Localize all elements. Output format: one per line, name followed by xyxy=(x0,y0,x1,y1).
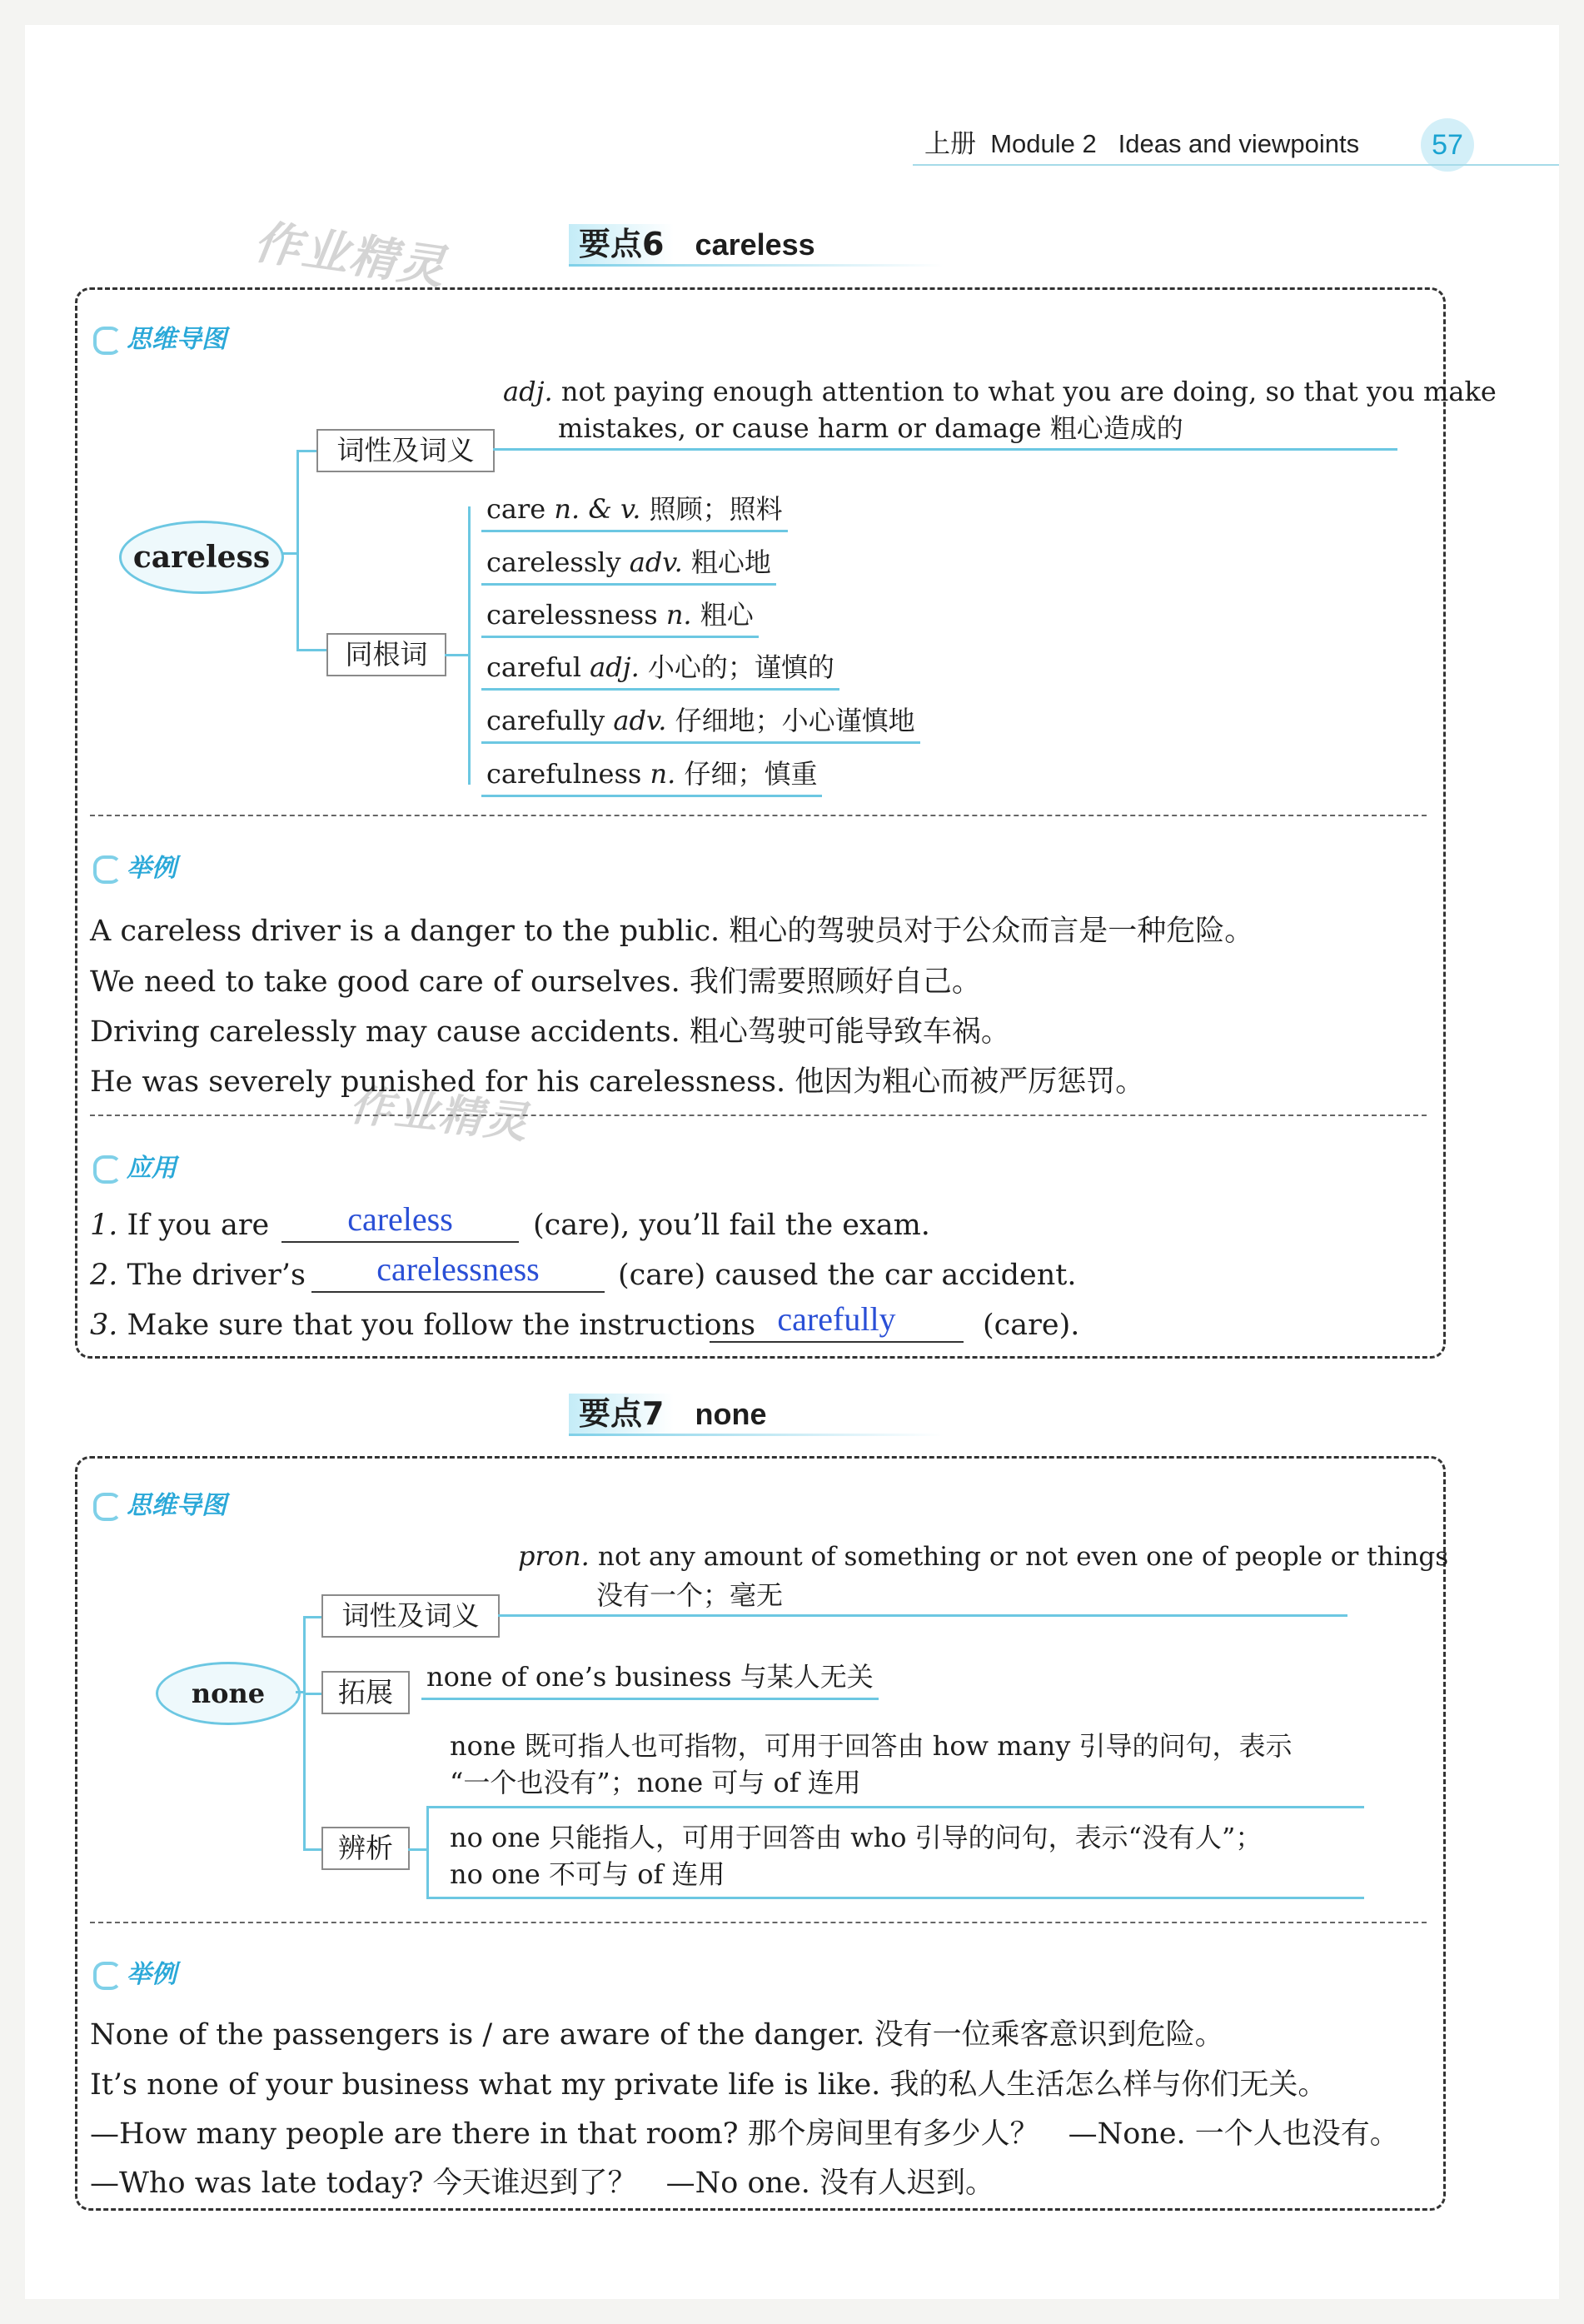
section-word: none xyxy=(695,1397,767,1431)
mindmap-subtitle: 思维导图 xyxy=(93,318,227,355)
connector xyxy=(408,1848,428,1851)
exercise-rest: (care) caused the car accident. xyxy=(618,1259,1077,1292)
page-header xyxy=(924,122,1359,160)
connector xyxy=(303,1616,306,1849)
connector xyxy=(445,654,470,656)
branch-related-words: 同根词 xyxy=(326,633,446,676)
connector xyxy=(468,506,471,785)
definition-line2: 没有一个；毫无 xyxy=(596,1579,784,1611)
connector xyxy=(303,1848,323,1851)
branch-pos-meaning: 词性及词义 xyxy=(321,1594,500,1638)
watermark: 作业精灵 xyxy=(346,1080,531,1150)
moon-icon xyxy=(93,855,122,884)
analysis-none-line2: “一个也没有”；none 可与 of 连用 xyxy=(450,1767,861,1798)
example-sentence: Driving carelessly may cause accidents. 粗心驾驶可能导致车祸。 xyxy=(90,1015,1010,1049)
related-word: carefully adv. 仔细地；小心谨慎地 xyxy=(481,700,920,744)
section-underline xyxy=(569,1434,944,1436)
definition-pos: pron. xyxy=(518,1540,590,1572)
branch-extension: 拓展 xyxy=(321,1671,410,1714)
related-word: carefulness n. 仔细；慎重 xyxy=(481,753,822,797)
examples-subtitle: 举例 xyxy=(93,1953,177,1990)
example-sentence: —Who was late today? 今天谁迟到了？ —No one. 没有人迟到。 xyxy=(90,2167,995,2200)
center-word: none xyxy=(156,1662,301,1725)
example-sentence: A careless driver is a danger to the public. 粗心的驾驶员对于公众而言是一种危险。 xyxy=(90,915,1254,948)
module-title: Ideas and viewpoints xyxy=(1118,129,1360,158)
connector xyxy=(303,1616,323,1618)
connector xyxy=(296,450,299,650)
section-label: 要点6 xyxy=(569,224,674,264)
analysis-noone-line2: no one 不可与 of 连用 xyxy=(450,1858,725,1890)
answer-blank[interactable]: carefully xyxy=(710,1299,964,1343)
moon-icon xyxy=(93,1155,122,1184)
apply-subtitle: 应用 xyxy=(93,1147,177,1184)
exercise: 2. The driver’s xyxy=(90,1259,306,1292)
center-word: careless xyxy=(119,521,284,594)
extension-phrase: none of one’s business 与某人无关 xyxy=(421,1656,879,1700)
related-word: carelessly adv. 粗心地 xyxy=(481,541,776,586)
moon-icon xyxy=(93,327,122,355)
example-sentence: He was severely punished for his carelessness. 他因为粗心而被严厉惩罚。 xyxy=(90,1065,1145,1099)
related-word: care n. & v. 照顾；照料 xyxy=(481,488,788,532)
section-heading xyxy=(569,1388,767,1434)
example-sentence: None of the passengers is / are aware of the danger. 没有一位乘客意识到危险。 xyxy=(90,2018,1224,2052)
analysis-noone-line1: no one 只能指人，可用于回答由 who 引导的问句，表示“没有人”； xyxy=(450,1822,1263,1853)
moon-icon xyxy=(93,1493,122,1521)
analysis-none-line1: none 既可指人也可指物，可用于回答由 how many 引导的问句，表示 xyxy=(450,1730,1293,1762)
section-underline xyxy=(569,264,944,267)
connector xyxy=(426,1806,429,1898)
exercise-rest: (care). xyxy=(983,1309,1080,1342)
separator xyxy=(90,815,1427,816)
example-sentence: We need to take good care of ourselves. 我们需要照顾好自己。 xyxy=(90,965,981,999)
exercise-rest: (care), you’ll fail the exam. xyxy=(533,1209,930,1242)
separator xyxy=(90,1922,1427,1923)
definition-line2: mistakes, or cause harm or damage 粗心造成的 xyxy=(558,412,1183,444)
mindmap-subtitle: 思维导图 xyxy=(93,1484,227,1521)
connector xyxy=(296,649,328,651)
definition xyxy=(503,373,1497,410)
related-word: careful adj. 小心的；谨慎的 xyxy=(481,646,839,691)
related-word: carelessness n. 粗心 xyxy=(481,594,759,638)
definition-line1: not paying enough attention to what you are doing, so that you make xyxy=(560,376,1497,407)
moon-icon xyxy=(93,1962,122,1990)
answer-blank[interactable]: carelessness xyxy=(311,1249,605,1293)
analysis-underline xyxy=(426,1806,1364,1808)
header-rule xyxy=(913,164,1559,166)
separator xyxy=(90,1115,1427,1116)
page-number: 57 xyxy=(1421,118,1474,172)
exercise: 1. If you are xyxy=(90,1209,270,1242)
answer-blank[interactable]: careless xyxy=(281,1199,519,1243)
module-label: Module 2 xyxy=(990,129,1097,158)
branch-pos-meaning: 词性及词义 xyxy=(316,429,495,472)
analysis-underline xyxy=(426,1897,1364,1899)
section-label: 要点7 xyxy=(569,1394,674,1434)
example-sentence: It’s none of your business what my private life is like. 我的私人生活怎么样与你们无关。 xyxy=(90,2068,1327,2102)
definition xyxy=(518,1538,1448,1575)
section-heading xyxy=(569,218,815,264)
examples-subtitle: 举例 xyxy=(93,847,177,884)
definition-underline xyxy=(498,1614,1347,1617)
branch-analysis: 辨析 xyxy=(321,1827,410,1870)
section-word: careless xyxy=(695,227,815,262)
example-sentence: —How many people are there in that room? 那个房间里有多少人？ —None. 一个人也没有。 xyxy=(90,2117,1399,2151)
definition-pos: adj. xyxy=(503,376,553,407)
watermark: 作业精灵 xyxy=(250,215,450,296)
connector xyxy=(303,1693,323,1695)
definition-underline xyxy=(493,448,1397,451)
book-label: 上册 xyxy=(924,129,976,158)
definition-line1: not any amount of something or not even one of people or things xyxy=(598,1542,1449,1572)
exercise: 3. Make sure that you follow the instructions xyxy=(90,1309,756,1342)
